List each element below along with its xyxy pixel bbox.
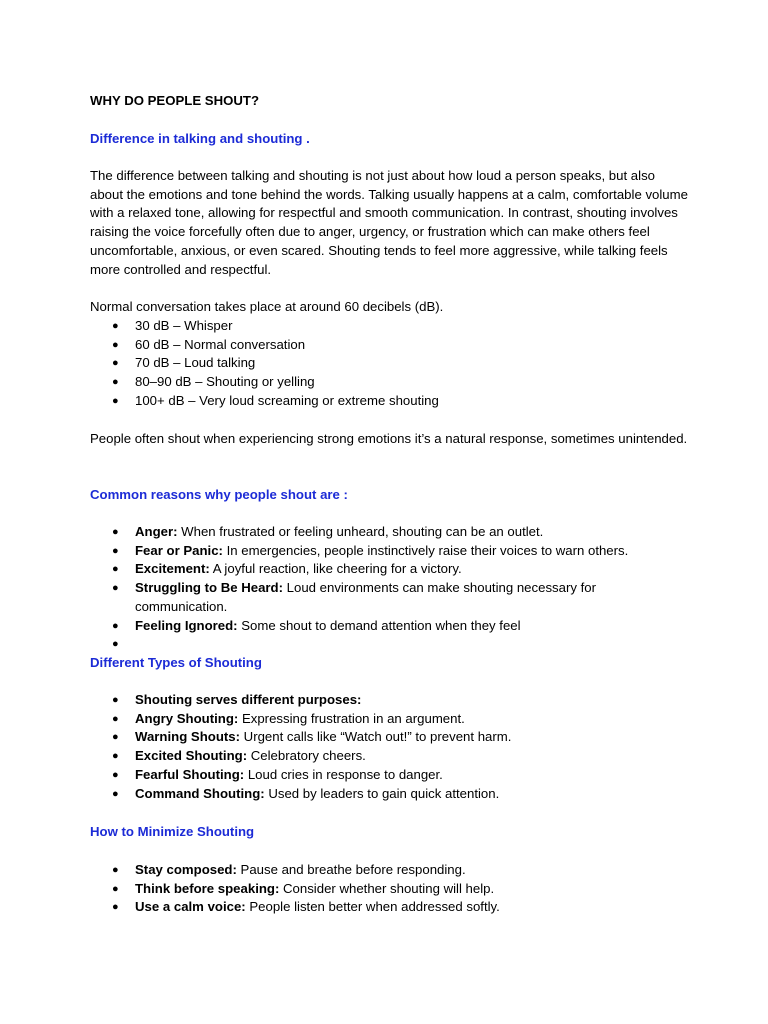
bullet-icon: ● [112,712,119,725]
bullet-icon: ● [112,787,119,800]
minimize-list [90,861,695,917]
list-item: ● Warning Shouts: Urgent calls like “Watch out!” to prevent harm. [90,728,695,747]
bullet-icon: ● [112,768,119,781]
bullet-icon: ● [112,901,119,914]
list-item: ● 30 dB – Whisper [90,317,695,336]
bullet-icon: ● [112,357,119,370]
bullet-icon: ● [112,638,119,651]
bullet-icon: ● [112,394,119,407]
list-item: ● Fear or Panic: In emergencies, people instinctively raise their voices to warn others. [90,542,695,561]
section-heading-reasons: Common reasons why people shout are : [90,487,348,502]
bullet-icon: ● [112,526,119,538]
reasons-list [90,523,695,654]
list-item: ● Anger: When frustrated or feeling unheard, shouting can be an outlet. [90,523,695,542]
section-heading-difference: Difference in talking and shouting . [90,131,310,146]
bullet-icon: ● [112,731,119,744]
list-item: ● 100+ dB – Very loud screaming or extreme shouting [90,392,695,411]
types-list [90,691,695,803]
bullet-icon: ● [112,563,119,576]
bullet-icon: ● [112,619,119,632]
bullet-icon: ● [112,750,119,763]
section-heading-types: Different Types of Shouting [90,655,262,670]
difference-paragraph: The difference between talking and shouting is not just about how loud a person speaks, but also about the emotions and tone behind the words. Talking usually happens at a calm, comfortable volume with a relaxed tone, allowing for respectful and smooth communication. In contrast, shouting involves raising the voice forcefully often due to anger, urgency, or frustration which can make others feel uncomfortable, anxious, or even scared. Shouting tends to feel more aggressive, while talking feels more controlled and respectful. [90,168,688,277]
bullet-icon: ● [112,694,119,706]
list-item: ● Feeling Ignored: Some shout to demand attention when they feel [90,617,695,636]
list-item: ● 80–90 dB – Shouting or yelling [90,373,695,392]
list-item: ● Struggling to Be Heard: Loud environments can make shouting necessary for communication. [112,580,597,614]
list-item: ● Excitement: A joyful reaction, like cheering for a victory. [90,560,695,579]
emotions-paragraph: People often shout when experiencing strong emotions it’s a natural response, sometimes unintended. [90,431,688,446]
list-item: ● Command Shouting: Used by leaders to gain quick attention. [90,785,695,804]
bullet-icon: ● [112,544,119,557]
bullet-icon: ● [112,320,119,332]
bullet-icon: ● [112,376,119,389]
document-title: WHY DO PEOPLE SHOUT? [90,93,260,108]
list-item: ● Use a calm voice: People listen better when addressed softly. [90,898,695,917]
list-item: ● Excited Shouting: Celebratory cheers. [90,747,695,766]
list-item: ● Stay composed: Pause and breathe before responding. [90,861,695,880]
list-item-empty [90,635,695,654]
list-item: ● 70 dB – Loud talking [90,354,695,373]
decibel-intro: Normal conversation takes place at around 60 decibels (dB). [90,299,444,314]
bullet-icon: ● [112,582,119,595]
bullet-icon: ● [112,882,119,895]
bullet-icon: ● [112,338,119,351]
list-item: ● Angry Shouting: Expressing frustration in an argument. [90,710,695,729]
bullet-icon: ● [112,864,119,876]
list-item: ● Fearful Shouting: Loud cries in response to danger. [90,766,695,785]
decibel-list [90,317,695,411]
list-item: ● 60 dB – Normal conversation [90,336,695,355]
list-item: ● Think before speaking: Consider whether shouting will help. [90,880,695,899]
list-item: ● Shouting serves different purposes: [90,691,695,710]
section-heading-minimize: How to Minimize Shouting [90,824,255,839]
